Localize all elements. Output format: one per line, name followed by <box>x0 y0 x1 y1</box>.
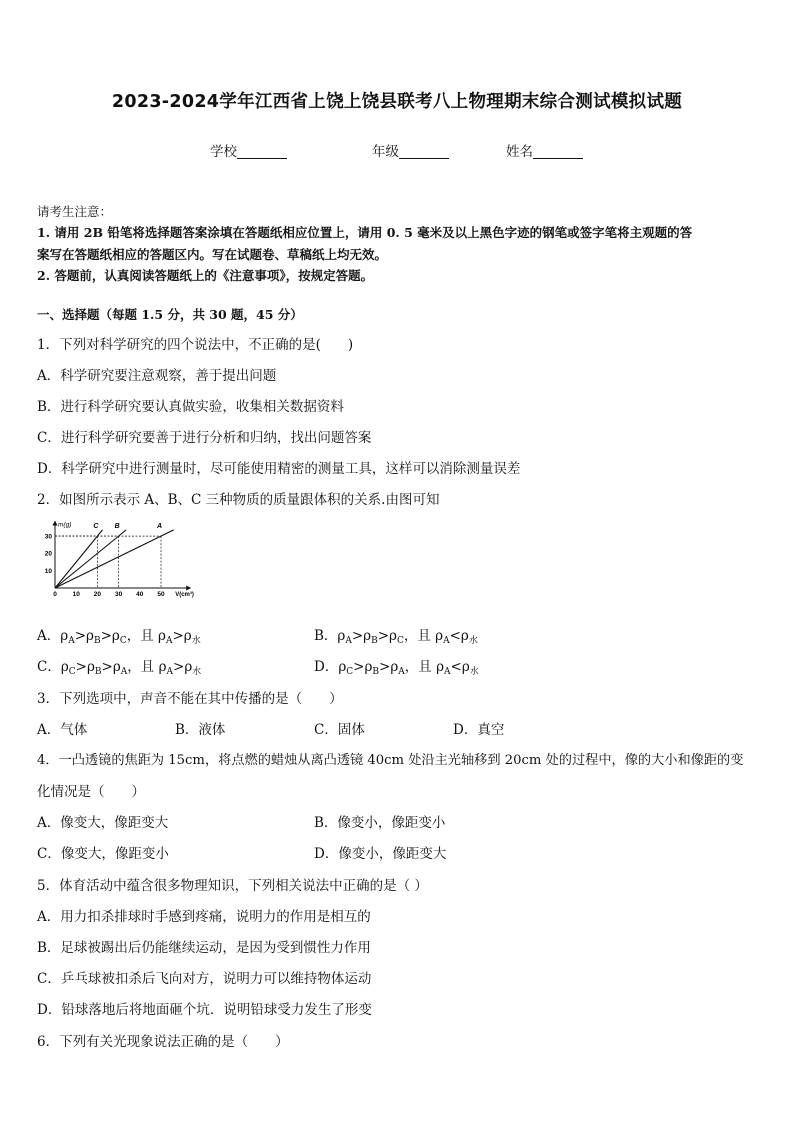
q1-option-d[interactable]: D．科学研究中进行测量时，尽可能使用精密的测量工具，这样可以消除测量误差 <box>37 461 521 477</box>
x-tick-label: 30 <box>114 591 123 598</box>
x-tick-label: 0 <box>53 591 57 598</box>
q3-stem: 3．下列选项中，声音不能在其中传播的是（ ） <box>37 691 343 707</box>
series-line-c <box>55 530 102 588</box>
y-tick-label: 30 <box>44 533 52 541</box>
name-field[interactable] <box>506 140 583 160</box>
q3-option-b[interactable]: B．液体 <box>175 722 226 738</box>
mass-volume-chart <box>38 518 213 600</box>
q1-option-b[interactable]: B．进行科学研究要认真做实验，收集相关数据资料 <box>37 399 344 415</box>
notice-heading: 请考生注意： <box>37 204 113 219</box>
name-label: 姓名 <box>506 144 533 160</box>
q2-option-b[interactable]: B．$\rho_A>\rho_B>\rho_C$，且 $\rho_A<\rho_水$ <box>314 628 478 646</box>
q4-option-a[interactable]: A．像变大，像距变大 <box>37 815 169 831</box>
x-tick-label: 50 <box>157 591 165 598</box>
q2-option-d[interactable]: D．$\rho_C>\rho_B>\rho_A$，且 $\rho_A<\rho_水$ <box>314 659 479 677</box>
y-axis-label: m(g) <box>58 521 72 529</box>
x-tick-label: 10 <box>72 591 80 598</box>
q3-option-c[interactable]: C．固体 <box>314 722 365 738</box>
q4-option-d[interactable]: D．像变小，像距变大 <box>314 846 447 862</box>
y-tick-label: 10 <box>44 568 52 575</box>
q5-option-c[interactable]: C．乒乓球被扣杀后飞向对方，说明力可以维持物体运动 <box>37 971 372 987</box>
school-blank[interactable] <box>237 144 287 159</box>
x-axis-arrow <box>186 586 191 591</box>
q3-option-a[interactable]: A．气体 <box>37 722 88 738</box>
series-label-b: B <box>114 522 120 530</box>
q1-stem: 1．下列对科学研究的四个说法中，不正确的是( ) <box>37 337 354 353</box>
q4-option-b[interactable]: B．像变小，像距变小 <box>314 815 446 831</box>
q3-option-d[interactable]: D．真空 <box>453 722 505 738</box>
school-label: 学校 <box>210 144 237 160</box>
q5-option-a[interactable]: A．用力扣杀排球时手感到疼痛，说明力的作用是相互的 <box>37 909 371 925</box>
q5-stem: 5．体育活动中蕴含很多物理知识，下列相关说法中正确的是（ ） <box>37 878 428 894</box>
q1-option-c[interactable]: C．进行科学研究要善于进行分析和归纳，找出问题答案 <box>37 430 372 446</box>
series-label-a: A <box>157 522 163 530</box>
q5-option-b[interactable]: B．足球被踢出后仍能继续运动，是因为受到惯性力作用 <box>37 940 371 956</box>
x-axis-label: V(cm³) <box>175 592 194 598</box>
y-tick-label: 20 <box>44 550 52 558</box>
section-heading: 一、选择题（每题 1.5 分，共 30 题，45 分） <box>37 307 303 322</box>
notice-line-3: 2. 答题前，认真阅读答题纸上的《注意事项》，按规定答题。 <box>37 268 374 283</box>
q2-option-a[interactable]: A．$\rho_A>\rho_B>\rho_C$，且 $\rho_A>\rho_水$ <box>37 628 201 646</box>
x-tick-label: 20 <box>93 591 102 598</box>
name-blank[interactable] <box>533 144 583 159</box>
q4-option-c[interactable]: C．像变大，像距变小 <box>37 846 169 862</box>
grade-field[interactable] <box>372 140 449 160</box>
x-tick-label: 40 <box>136 591 144 598</box>
q4-stem-line-2: 化情况是（ ） <box>37 784 145 800</box>
series-label-c: C <box>93 522 99 530</box>
y-axis-arrow <box>53 520 58 525</box>
q5-option-d[interactable]: D．铅球落地后将地面砸个坑．说明铅球受力发生了形变 <box>37 1002 372 1018</box>
exam-title: 2023-2024学年江西省上饶上饶县联考八上物理期末综合测试模拟试题 <box>111 92 683 112</box>
notice-line-1: 1. 请用 2B 铅笔将选择题答案涂填在答题纸相应位置上，请用 0. 5 毫米及以上黑色字迹的钢笔或签字笔将主观题的答 <box>37 225 693 240</box>
q4-stem-line-1: 4．一凸透镜的焦距为 15cm，将点燃的蜡烛从离凸透镜 40cm 处沿主光轴移到 20cm 处的过程中，像的大小和像距的变 <box>37 753 744 768</box>
school-field[interactable] <box>210 140 287 160</box>
q2-option-c[interactable]: C．$\rho_C>\rho_B>\rho_A$，且 $\rho_A>\rho_水$ <box>37 659 202 677</box>
grade-blank[interactable] <box>399 144 449 159</box>
notice-line-2: 案写在答题纸相应的答题区内。写在试题卷、草稿纸上均无效。 <box>37 247 388 262</box>
series-line-a <box>55 530 174 588</box>
q6-stem: 6．下列有关光现象说法正确的是（ ） <box>37 1034 289 1050</box>
q1-option-a[interactable]: A．科学研究要注意观察，善于提出问题 <box>37 368 277 384</box>
grade-label: 年级 <box>372 144 399 160</box>
q2-stem: 2．如图所示表示 A、B、C 三种物质的质量跟体积的关系.由图可知 <box>37 492 440 508</box>
